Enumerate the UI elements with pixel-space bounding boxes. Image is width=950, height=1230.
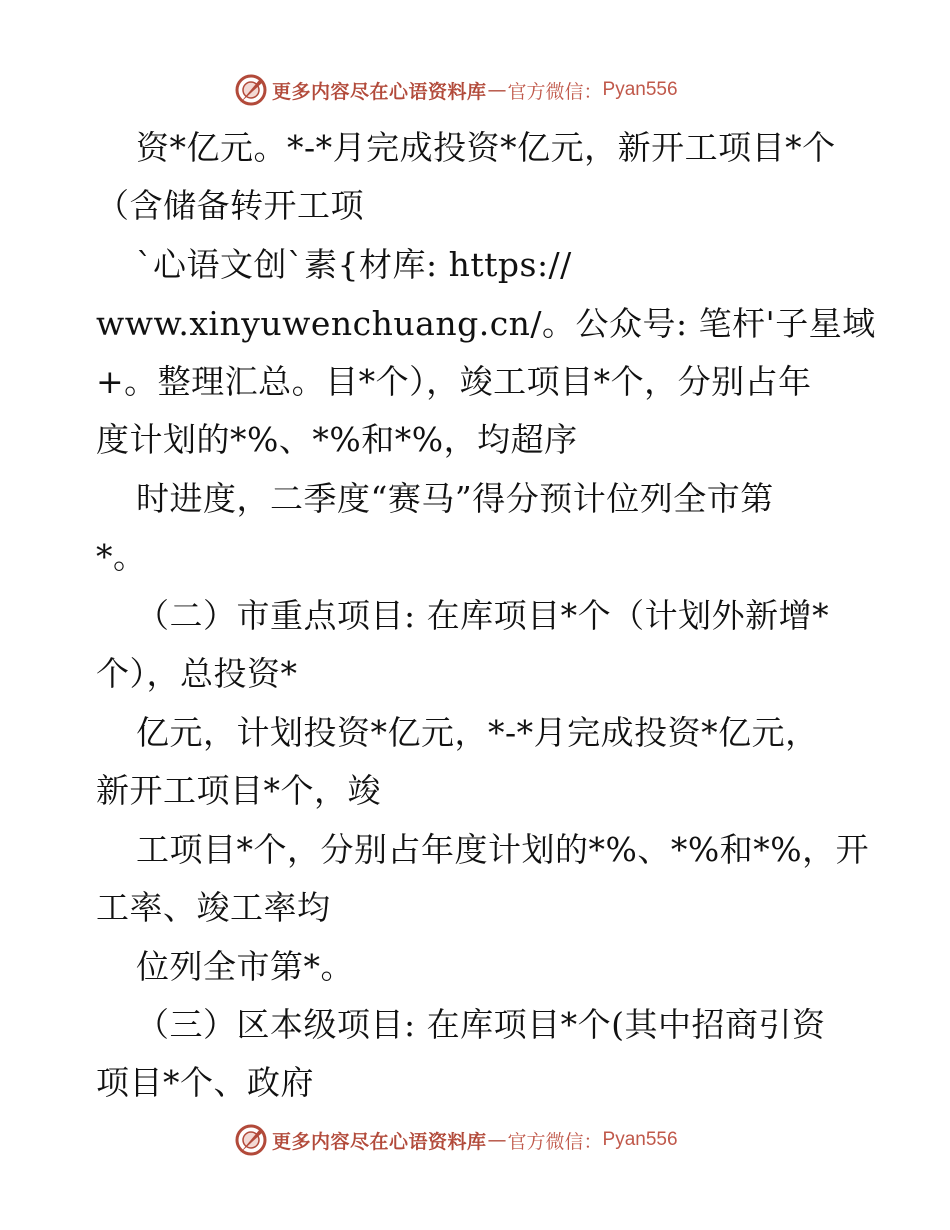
quill-logo-icon <box>234 73 268 107</box>
body-line: 资*亿元。*-*月完成投资*亿元，新开工项目*个 <box>136 128 836 167</box>
body-line: 亿元，计划投资*亿元，*-*月完成投资*亿元， <box>136 713 819 752</box>
body-line: 个），总投资* <box>96 654 298 693</box>
watermark-site-text: 更多内容尽在心语资料库 <box>272 1130 487 1153</box>
body-line: （三）区本级项目: 在库项目*个(其中招商引资 <box>136 1005 826 1044</box>
body-line: +。整理汇总。目*个），竣工项目*个，分别占年 <box>96 362 812 401</box>
watermark-dash: — <box>487 1129 507 1151</box>
body-line: 新开工项目*个，竣 <box>96 771 381 810</box>
watermark-wechat-label: 官方微信： <box>507 80 603 103</box>
body-line: 时进度，二季度“赛马”得分预计位列全市第 <box>136 479 774 518</box>
body-line: 工率、竣工率均 <box>96 888 331 927</box>
body-line: `心语文创`素{材库: https:// <box>136 245 572 284</box>
header-watermark-banner <box>234 72 714 108</box>
body-line: 位列全市第*。 <box>136 947 354 986</box>
body-line: www.xinyuwenchuang.cn/。公众号: 笔杆'子星域 <box>96 304 876 343</box>
quill-logo-icon <box>234 1123 268 1157</box>
body-line: （含储备转开工项 <box>96 186 364 225</box>
watermark-dash: — <box>487 79 507 101</box>
watermark-wechat-id: Pyan556 <box>602 79 678 100</box>
body-line: 度计划的*%、*%和*%，均超序 <box>96 420 578 459</box>
watermark-wechat-label: 官方微信： <box>507 1130 603 1153</box>
body-line: （二）市重点项目: 在库项目*个（计划外新增* <box>136 596 830 635</box>
watermark-wechat-id: Pyan556 <box>602 1129 678 1150</box>
footer-watermark-banner <box>234 1122 714 1158</box>
body-line: 工项目*个，分别占年度计划的*%、*%和*%，开 <box>136 830 870 869</box>
body-line: 项目*个、政府 <box>96 1063 314 1102</box>
body-line: *。 <box>96 537 147 576</box>
watermark-site-text: 更多内容尽在心语资料库 <box>272 80 487 103</box>
